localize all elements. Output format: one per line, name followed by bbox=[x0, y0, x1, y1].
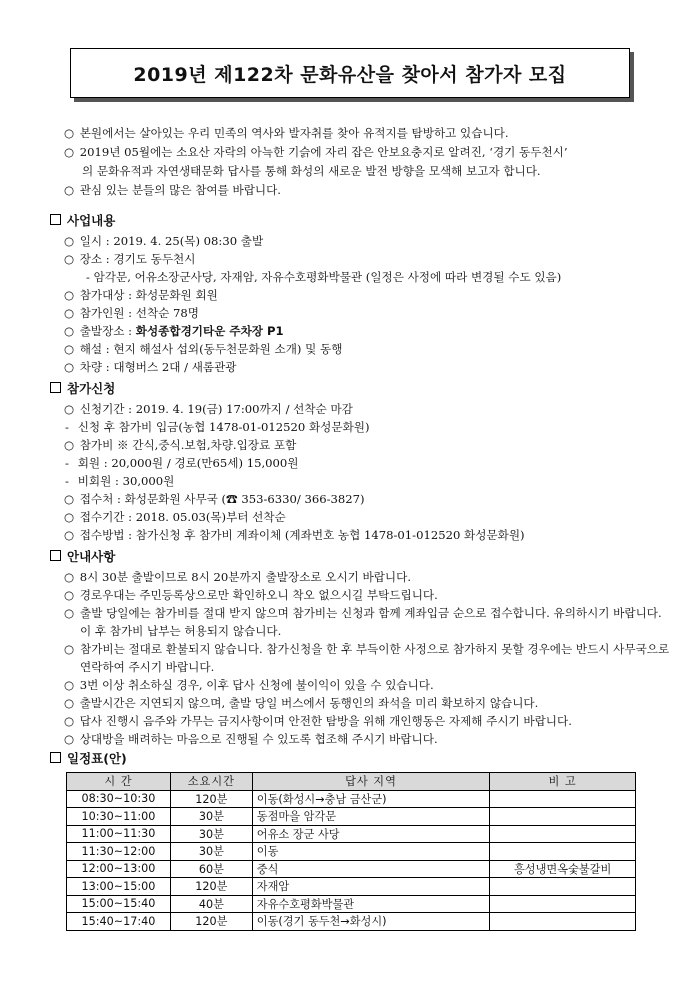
section-application bbox=[50, 380, 670, 544]
section-heading: 사업내용 bbox=[50, 212, 670, 230]
square-bullet-icon bbox=[50, 214, 61, 225]
table-row: 15:40~17:40 120분 이동(경기 동두천→화성시) bbox=[67, 913, 636, 931]
table-row: 13:00~15:00 120분 자재암 bbox=[67, 878, 636, 896]
list-item: - 회원 : 20,000원 / 경로(만65세) 15,000원 bbox=[65, 456, 299, 470]
list-item: ○ 상대방을 배려하는 마음으로 진행될 수 있도록 협조해 주시기 바랍니다. bbox=[63, 732, 438, 746]
table-row: 11:00~11:30 30분 어유소 장군 사당 bbox=[67, 825, 636, 843]
list-item: - 신청 후 참가비 입금(농협 1478-01-012520 화성문화원) bbox=[65, 420, 370, 434]
list-item: ○ 일시 : 2019. 4. 25(목) 08:30 출발 bbox=[63, 234, 264, 248]
list-item: ○ 해설 : 현지 해설사 섭외(동두천문화원 소개) 및 동행 bbox=[63, 342, 343, 356]
list-item: ○ 참가인원 : 선착순 78명 bbox=[63, 306, 199, 320]
list-item: ○ 8시 30분 출발이므로 8시 20분까지 출발장소로 오시기 바랍니다. bbox=[63, 570, 412, 584]
intro-line: ○ 본원에서는 살아있는 우리 민족의 역사와 발자취를 찾아 유적지를 탐방하고 있습니다. bbox=[63, 126, 509, 140]
table-row: 08:30~10:30 120분 이동(화성시→충남 금산군) bbox=[67, 790, 636, 808]
table-row: 11:30~12:00 30분 이동 bbox=[67, 843, 636, 861]
list-item: ○ 신청기간 : 2019. 4. 19(금) 17:00까지 / 선착순 마감 bbox=[63, 402, 353, 416]
list-item: - 암각문, 어유소장군사당, 자재암, 자유수호평화박물관 (일정은 사정에 따라 변경될 수도 있음) bbox=[86, 270, 562, 284]
list-item: ○ 참가비는 절대로 환불되지 않습니다. 참가신청을 한 후 부득이한 사정으로 참가하지 못할 경우에는 반드시 사무국으로 연락하여 주시기 바랍니다. bbox=[63, 642, 670, 674]
section-business bbox=[50, 212, 670, 376]
intro-line: ○ 관심 있는 분들의 많은 참여를 바랍니다. bbox=[63, 183, 281, 197]
section-heading: 일정표(안) bbox=[50, 750, 670, 768]
page-title: 2019년 제122차 문화유산을 찾아서 참가자 모집 bbox=[70, 48, 630, 98]
section-heading: 참가신청 bbox=[50, 380, 670, 398]
list-item: ○ 출발시간은 지연되지 않으며, 출발 당일 버스에서 동행인의 좌석을 미리 확보하지 않습니다. bbox=[63, 696, 539, 710]
column-header: 비 고 bbox=[490, 773, 636, 791]
column-header: 시 간 bbox=[67, 773, 171, 791]
square-bullet-icon bbox=[50, 382, 61, 393]
list-item: ○ 출발 당일에는 참가비를 절대 받지 않으며 참가비는 신청과 함께 계좌입금 순으로 접수합니다. 유의하시기 바랍니다. 이 후 참가비 납부는 허용되지 않습니다. bbox=[63, 606, 662, 638]
intro-line: 의 문화유적과 자연생태문화 답사를 통해 화성의 새로운 발전 방향을 모색해 보고자 합니다. bbox=[82, 164, 541, 178]
section-heading: 안내사항 bbox=[50, 548, 670, 566]
list-item: ○ 출발장소 : 화성종합경기타운 주차장 P1 bbox=[63, 324, 284, 338]
table-row: 10:30~11:00 30분 동점마을 암각문 bbox=[67, 808, 636, 826]
list-item: ○ 접수처 : 화성문화원 사무국 (☎ 353-6330/ 366-3827) bbox=[63, 492, 365, 506]
list-item: ○ 접수방법 : 참가신청 후 참가비 계좌이체 (계좌번호 농협 1478-01-012520 화성문화원) bbox=[63, 528, 525, 542]
list-item: ○ 접수기간 : 2018. 05.03(목)부터 선착순 bbox=[63, 510, 286, 524]
column-header: 소요시간 bbox=[170, 773, 252, 791]
table-row: 12:00~13:00 60분 중식 흥성냉면옥숯불갈비 bbox=[67, 860, 636, 878]
list-item: ○ 경로우대는 주민등록상으로만 확인하오니 착오 없으시길 부탁드립니다. bbox=[63, 588, 438, 602]
list-item: ○ 차량 : 대형버스 2대 / 새롬관광 bbox=[63, 360, 237, 374]
list-item: - 비회원 : 30,000원 bbox=[65, 474, 175, 488]
table-header-row bbox=[67, 773, 636, 791]
intro-section bbox=[62, 124, 662, 200]
square-bullet-icon bbox=[50, 550, 61, 561]
list-item: ○ 참가비 ※ 간식,중식.보험,차량.입장료 포함 bbox=[63, 438, 297, 452]
section-schedule bbox=[50, 750, 670, 770]
list-item: ○ 답사 진행시 음주와 가무는 금지사항이며 안전한 탐방을 위해 개인행동은 자제해 주시기 바랍니다. bbox=[63, 714, 572, 728]
list-item: ○ 3번 이상 취소하실 경우, 이후 답사 신청에 불이익이 있을 수 있습니다. bbox=[63, 678, 434, 692]
list-item: ○ 장소 : 경기도 동두천시 bbox=[63, 252, 196, 266]
square-bullet-icon bbox=[50, 752, 61, 763]
table-row: 15:00~15:40 40분 자유수호평화박물관 bbox=[67, 895, 636, 913]
list-item: ○ 참가대상 : 화성문화원 회원 bbox=[63, 288, 218, 302]
column-header: 답사 지역 bbox=[252, 773, 489, 791]
schedule-table bbox=[66, 772, 636, 931]
intro-line: ○ 2019년 05월에는 소요산 자락의 아늑한 기슭에 자리 잡은 안보요충지로 알려진, ‘경기 동두천시’ bbox=[63, 145, 568, 159]
section-notice bbox=[50, 548, 670, 748]
